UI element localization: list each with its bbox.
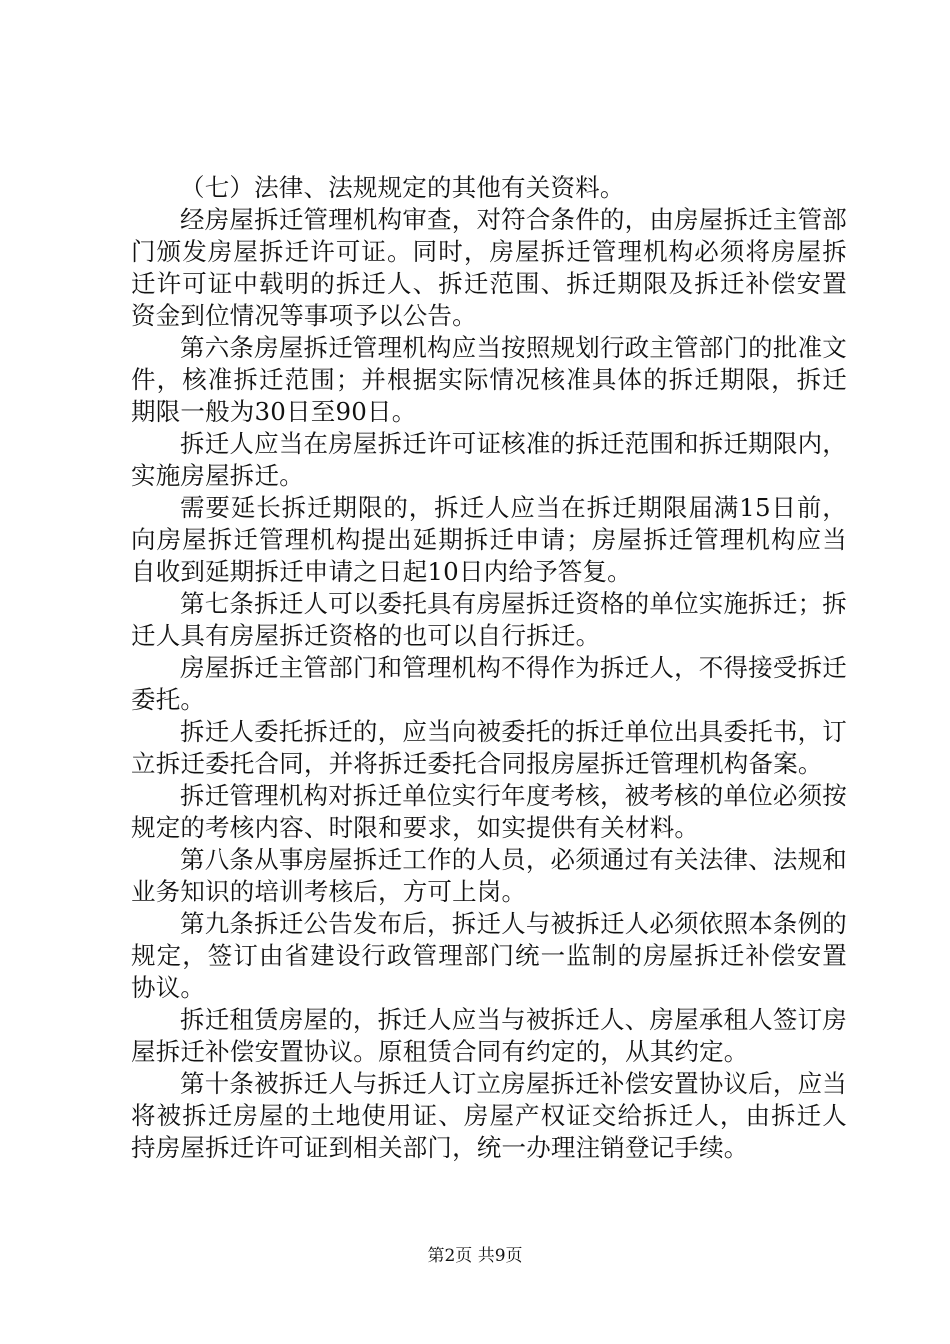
paragraph: 经房屋拆迁管理机构审查，对符合条件的，由房屋拆迁主管部门颁发房屋拆迁许可证。同时，房屋拆迁管理机构必须将房屋拆迁许可证中载明的拆迁人、拆迁范围、拆迁期限及拆迁补偿安置资金到位情况等事项予以公告。 (131, 205, 847, 330)
paragraph: 第七条拆迁人可以委托具有房屋拆迁资格的单位实施拆迁；拆迁人具有房屋拆迁资格的也可以自行拆迁。 (131, 589, 847, 650)
paragraph: 第十条被拆迁人与拆迁人订立房屋拆迁补偿安置协议后，应当将被拆迁房屋的土地使用证、房屋产权证交给拆迁人，由拆迁人持房屋拆迁许可证到相关部门，统一办理注销登记手续。 (131, 1069, 847, 1162)
paragraph: 拆迁人委托拆迁的，应当向被委托的拆迁单位出具委托书，订立拆迁委托合同，并将拆迁委托合同报房屋拆迁管理机构备案。 (131, 717, 847, 778)
page-number-footer: 第2页 共9页 (427, 1246, 523, 1266)
paragraph: 第六条房屋拆迁管理机构应当按照规划行政主管部门的批准文件，核准拆迁范围；并根据实际情况核准具体的拆迁期限，拆迁期限一般为30日至90日。 (131, 333, 847, 426)
paragraph: （七）法律、法规规定的其他有关资料。 (180, 173, 625, 202)
paragraph: 拆迁人应当在房屋拆迁许可证核准的拆迁范围和拆迁期限内，实施房屋拆迁。 (131, 429, 847, 490)
paragraph: 拆迁租赁房屋的，拆迁人应当与被拆迁人、房屋承租人签订房屋拆迁补偿安置协议。原租赁合同有约定的，从其约定。 (131, 1005, 847, 1066)
paragraph: 拆迁管理机构对拆迁单位实行年度考核，被考核的单位必须按规定的考核内容、时限和要求，如实提供有关材料。 (131, 781, 847, 842)
paragraph: 第九条拆迁公告发布后，拆迁人与被拆迁人必须依照本条例的规定，签订由省建设行政管理部门统一监制的房屋拆迁补偿安置协议。 (131, 909, 847, 1002)
paragraph: 第八条从事房屋拆迁工作的人员，必须通过有关法律、法规和业务知识的培训考核后，方可上岗。 (131, 845, 847, 906)
paragraph: 房屋拆迁主管部门和管理机构不得作为拆迁人，不得接受拆迁委托。 (131, 653, 847, 714)
paragraph: 需要延长拆迁期限的，拆迁人应当在拆迁期限届满15日前，向房屋拆迁管理机构提出延期拆迁申请；房屋拆迁管理机构应当自收到延期拆迁申请之日起10日内给予答复。 (131, 493, 847, 586)
document-body (131, 172, 847, 1164)
